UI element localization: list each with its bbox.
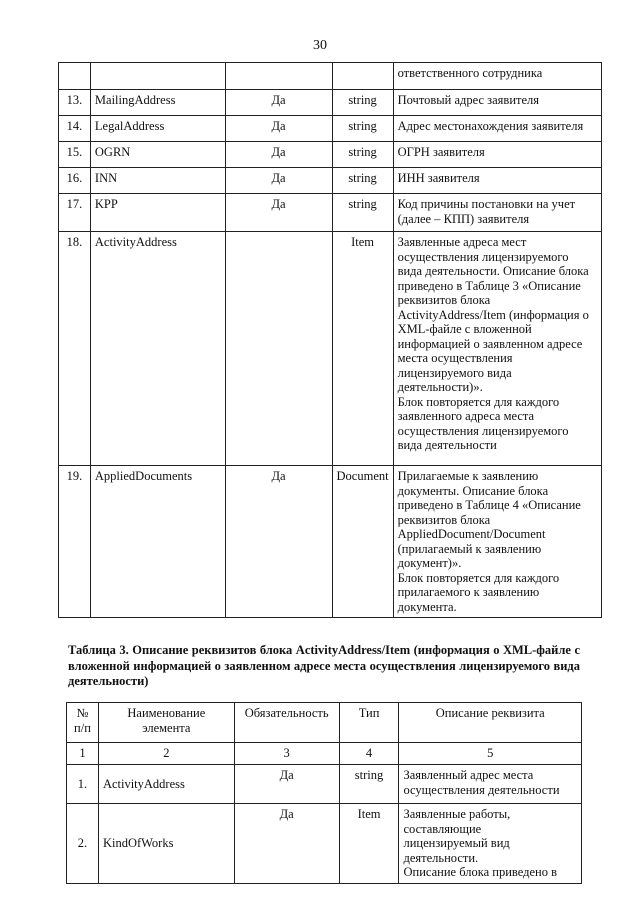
element-name: AppliedDocuments [90,466,225,618]
type-value: Item [332,232,393,466]
required-value: Да [225,116,332,142]
description: Заявленные работы, составляющие лицензируемый вид деятельности. Описание блока приведено в [399,804,582,884]
description: Заявленный адрес места осуществления деятельности [399,765,582,804]
element-name: MailingAddress [90,90,225,116]
row-number: 14. [59,116,91,142]
element-name: LegalAddress [90,116,225,142]
table-row [59,116,602,142]
column-index: 4 [339,743,399,765]
element-name: INN [90,168,225,194]
row-number: 16. [59,168,91,194]
column-index: 1 [67,743,99,765]
elements-table-continued [58,62,602,618]
table-caption: Таблица 3. Описание реквизитов блока ActivityAddress/Item (информация о XML-файле с вложенной информацией о заявленном адресе места осуществления лицензируемого вида деятельности) [68,643,580,688]
description: ответственного сотрудника [393,63,601,90]
column-index: 3 [234,743,339,765]
table-row [59,168,602,194]
table-row [59,142,602,168]
required-value: Да [225,90,332,116]
description: Код причины постановки на учет (далее – КПП) заявителя [393,194,601,232]
required-value: Да [225,168,332,194]
description: Адрес местонахождения заявителя [393,116,601,142]
table-row [59,63,602,90]
required-value: Да [225,194,332,232]
type-value: string [332,90,393,116]
element-name: KindOfWorks [98,804,234,884]
table-row [59,466,602,618]
table-row [59,194,602,232]
row-number [59,63,91,90]
header-row [67,703,582,743]
type-value: string [332,142,393,168]
type-value: string [332,168,393,194]
type-value [332,63,393,90]
element-name: KPP [90,194,225,232]
column-index: 5 [399,743,582,765]
description: ИНН заявителя [393,168,601,194]
column-header-name: Наименование элемента [98,703,234,743]
row-number: 13. [59,90,91,116]
column-index: 2 [98,743,234,765]
table-row [59,232,602,466]
type-value: Document [332,466,393,618]
table-row [59,90,602,116]
row-number: 18. [59,232,91,466]
type-value: string [332,194,393,232]
activity-address-table [66,702,582,884]
column-header-number: № п/п [67,703,99,743]
type-value: string [339,765,399,804]
type-value: string [332,116,393,142]
row-number: 17. [59,194,91,232]
table-row [67,804,582,884]
element-name: ActivityAddress [90,232,225,466]
description: Прилагаемые к заявлению документы. Описание блока приведено в Таблице 4 «Описание реквизитов блока AppliedDocument/Document (прилагаемый к заявлению документ)». Блок повторяется для каждого прилагаемого к заявлению документа. [393,466,601,618]
row-number: 2. [67,804,99,884]
required-value: Да [234,765,339,804]
required-value: Да [225,466,332,618]
required-value [225,232,332,466]
page-number: 30 [313,38,327,53]
description: Почтовый адрес заявителя [393,90,601,116]
row-number: 15. [59,142,91,168]
type-value: Item [339,804,399,884]
description: ОГРН заявителя [393,142,601,168]
required-value [225,63,332,90]
required-value: Да [234,804,339,884]
element-name [90,63,225,90]
required-value: Да [225,142,332,168]
element-name: OGRN [90,142,225,168]
column-header-type: Тип [339,703,399,743]
element-name: ActivityAddress [98,765,234,804]
row-number: 19. [59,466,91,618]
column-header-description: Описание реквизита [399,703,582,743]
description: Заявленные адреса мест осуществления лицензируемого вида деятельности. Описание блока приведено в Таблице 3 «Описание реквизитов блока ActivityAddress/Item (информация о XML-файле с вложенной информацией о заявленном адресе места осуществления лицензируемого вида деятельности)». Блок повторяется для каждого заявленного адреса места осуществления лицензируемого вида деятельности [393,232,601,466]
column-header-required: Обязательность [234,703,339,743]
row-number: 1. [67,765,99,804]
table-row [67,765,582,804]
index-row [67,743,582,765]
